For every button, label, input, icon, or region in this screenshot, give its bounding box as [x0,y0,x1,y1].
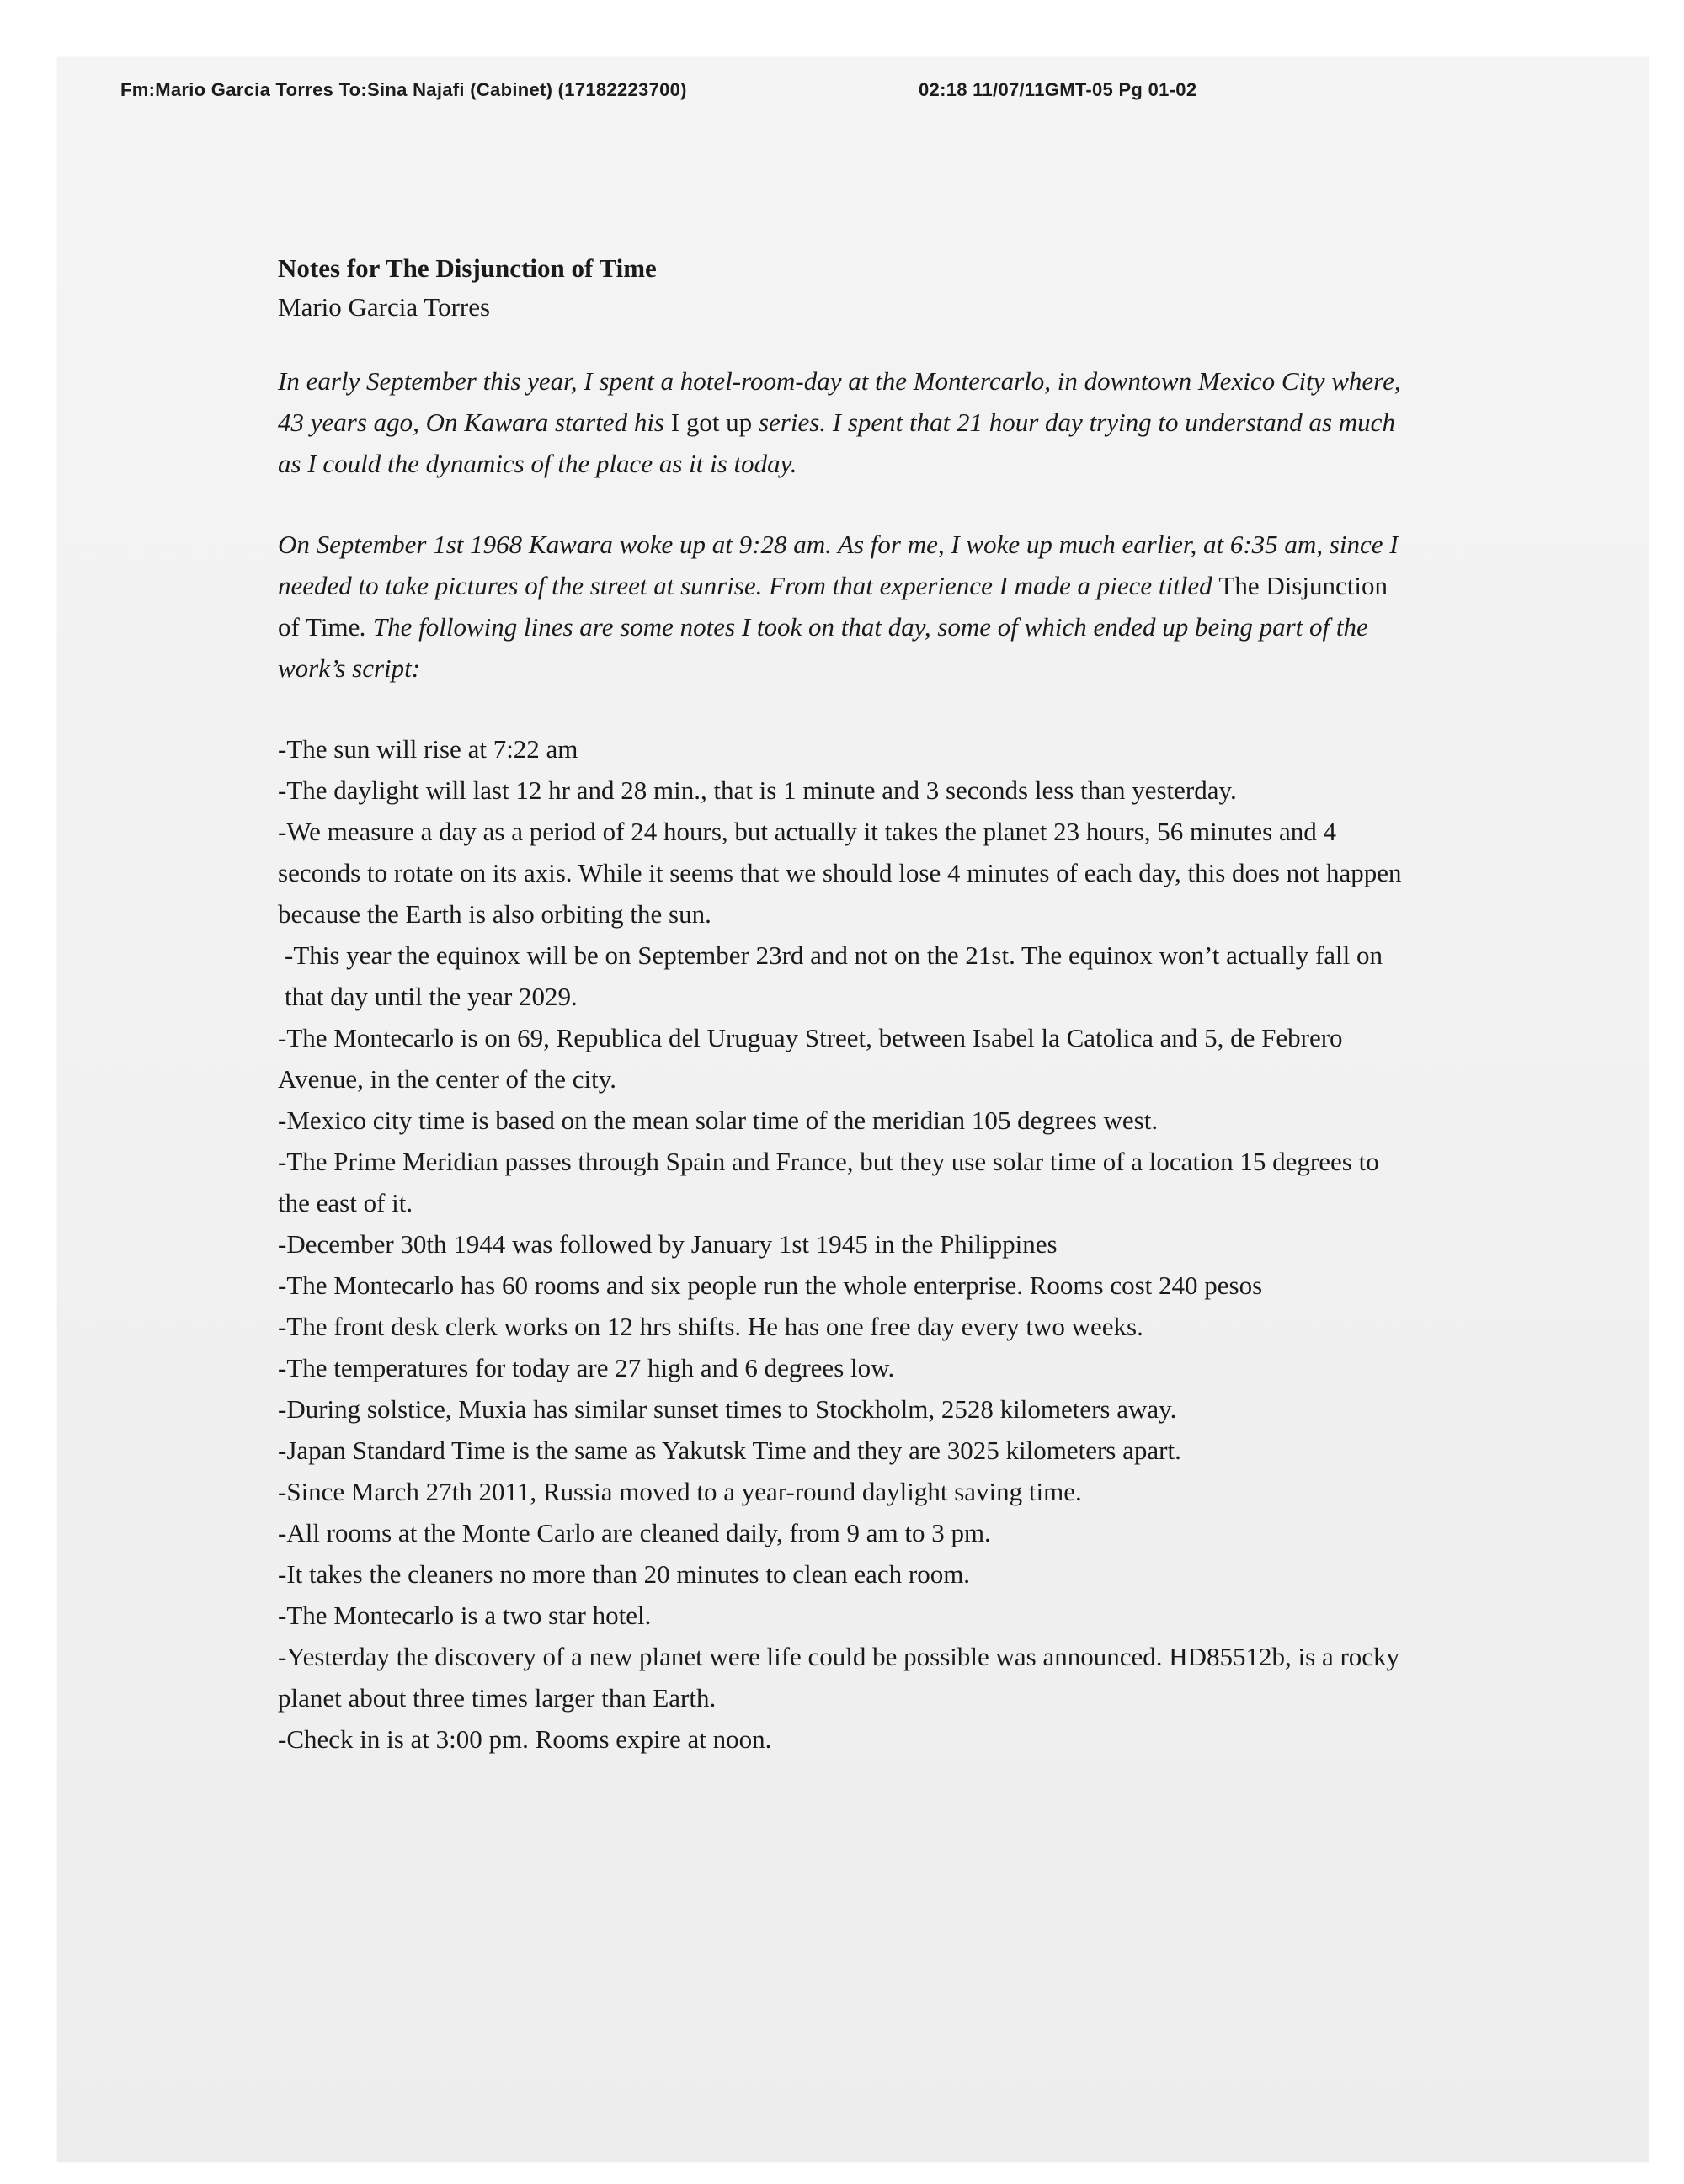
series-name: I got up [670,408,753,437]
note-item: -We measure a day as a period of 24 hours, but actually it takes the planet 23 hours, 56 minutes and 4 seconds to rotate on its axis. While it seems that we should lose 4 minutes of each day, this does not happen because the Earth is also orbiting the sun. [278,817,1402,929]
note-item: -The front desk clerk works on 12 hrs shifts. He has one free day every two weeks. [278,1312,1143,1341]
intro2-text-a: On September 1st 1968 Kawara woke up at 9:28 am. As for me, I woke up much earlier, at 6:35 am, since I needed to take pictures of the street at sunrise. From that experience I made a piece titled [278,530,1399,600]
intro-paragraph-2 [278,524,1406,689]
intro1-text-b: series. I spent that 21 hour day trying to understand as much as I could the dynamics of the place as it is today. [278,408,1395,478]
document-body [278,249,1406,1760]
note-item: -It takes the cleaners no more than 20 minutes to clean each room. [278,1559,971,1589]
document-author: Mario Garcia Torres [278,292,491,322]
note-item: -Japan Standard Time is the same as Yakutsk Time and they are 3025 kilometers apart. [278,1436,1181,1465]
note-item: -The Montecarlo is a two star hotel. [278,1601,652,1630]
intro-paragraph-1 [278,360,1406,484]
note-item: -The sun will rise at 7:22 am [278,734,578,764]
note-item: -All rooms at the Monte Carlo are cleaned daily, from 9 am to 3 pm. [278,1518,991,1547]
work-title: The Disjunction of Time [278,571,1388,642]
note-item: -Since March 27th 2011, Russia moved to a year-round daylight saving time. [278,1477,1082,1506]
intro2-text-b: . The following lines are some notes I took on that day, some of which ended up being part of the work’s script: [278,612,1368,683]
note-item: -During solstice, Muxia has similar sunset times to Stockholm, 2528 kilometers away. [278,1394,1177,1424]
note-item: -December 30th 1944 was followed by January 1st 1945 in the Philippines [278,1229,1058,1259]
note-item: -Yesterday the discovery of a new planet were life could be possible was announced. HD85512b, is a rocky planet about three times larger than Earth. [278,1642,1400,1713]
note-item: -Mexico city time is based on the mean solar time of the meridian 105 degrees west. [278,1105,1159,1135]
document-title: Notes for The Disjunction of Time [278,253,657,283]
note-item: -The Montecarlo has 60 rooms and six people run the whole enterprise. Rooms cost 240 pesos [278,1270,1263,1300]
notes-list [278,728,1406,1760]
note-item: -This year the equinox will be on September 23rd and not on the 21st. The equinox won’t actually fall on that day until the year 2029. [285,940,1383,1011]
fax-header-sender-recipient: Fm:Mario Garcia Torres To:Sina Najafi (Cabinet) (17182223700) [120,79,687,100]
note-item: -The daylight will last 12 hr and 28 min., that is 1 minute and 3 seconds less than yesterday. [278,775,1237,805]
note-item: -The Montecarlo is on 69, Republica del Uruguay Street, between Isabel la Catolica and 5, de Febrero Avenue, in the center of the city. [278,1023,1343,1094]
intro1-text-a: In early September this year, I spent a hotel-room-day at the Montercarlo, in downtown Mexico City where, 43 years ago, On Kawara started his [278,366,1401,437]
note-item: -The Prime Meridian passes through Spain and France, but they use solar time of a location 15 degrees to the east of it. [278,1147,1379,1217]
note-item: -Check in is at 3:00 pm. Rooms expire at noon. [278,1724,772,1754]
note-item: -The temperatures for today are 27 high and 6 degrees low. [278,1353,895,1382]
fax-header-timestamp-page: 02:18 11/07/11GMT-05 Pg 01-02 [919,79,1197,100]
